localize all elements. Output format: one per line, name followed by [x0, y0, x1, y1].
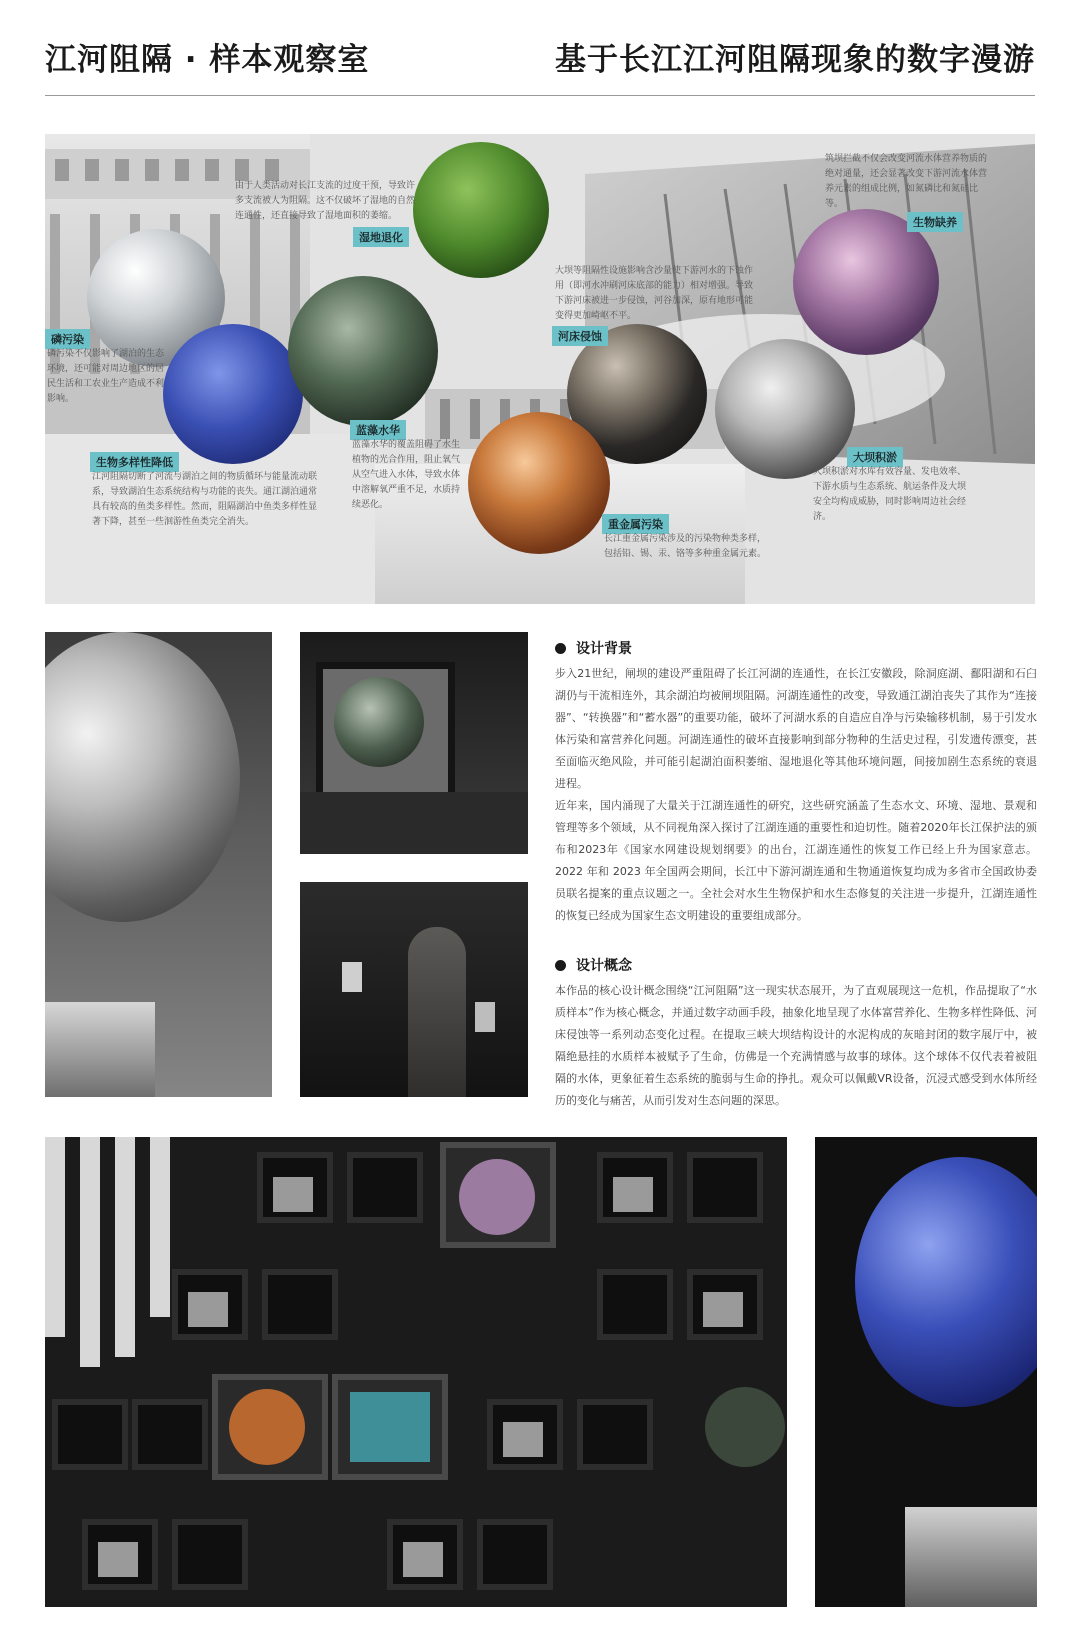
lit-window [342, 962, 362, 992]
lattice-sphere-closeup [45, 632, 240, 922]
wetland-moss-sphere [413, 142, 549, 278]
heavy-metal-sphere [468, 412, 610, 554]
concrete-blocks [300, 792, 528, 854]
page-title: 江河阻隔 · 样本观察室 [45, 42, 370, 78]
header-divider [45, 95, 1035, 96]
page-subtitle: 基于长江江河阻隔现象的数字漫游 [555, 42, 1035, 78]
algae-sphere-in-frame [334, 677, 424, 767]
concept-heading [555, 955, 632, 975]
algae-description: 蓝藻水华的覆盖阻碍了水生植物的光合作用，阻止氧气从空气进入水体，导致水体中溶解氧严重不足，水质持续恶化。 [352, 440, 461, 510]
algae-bloom-sphere [288, 276, 438, 426]
background-heading [555, 638, 632, 658]
label-algae: 蓝藻水华 [350, 420, 406, 440]
label-nutrient-scarcity: 生物缺养 [907, 212, 963, 232]
background-paragraph-1: 步入21世纪，闸坝的建设严重阻碍了长江河湖的连通性，在长江安徽段，除洞庭湖、鄱阳湖和石臼湖仍与干流相连外，其余湖泊均被闸坝阻隔。河湖连通性的改变，导致通江湖泊丧失了其作为“连接器”、“转换器”和“蓄水器”的重要功能，破坏了河湖水系的自造应自净与污染输移机制，易于引发水体污染和富营养化问题。河湖连通性的破坏直接影响到部分物种的生活史过程，引发遗传漂变，甚至面临灭绝风险，并可能引起湖泊面积萎缩、湿地退化等其他环境问题，间接加剧生态系统的衰退进程。 [555, 667, 1037, 790]
dam-model-block [45, 1002, 155, 1097]
dam-model-block [905, 1507, 1037, 1607]
visitor-figure [408, 927, 466, 1097]
heavy-metal-description: 长江重金属污染涉及的污染物种类多样，包括铅、锡、汞、铬等多种重金属元素。 [604, 534, 767, 559]
bullet-dot [555, 960, 566, 971]
label-heavy-metal: 重金属污染 [602, 514, 669, 534]
riverbed-description: 大坝等阻隔性设施影响含沙量使下游河水的下蚀作用（即河水冲刷河床底部的能力）相对增强。导致下游河床被进一步侵蚀，河谷加深，原有地形可能变得更加崎岖不平。 [555, 266, 754, 321]
biodiversity-description: 江河阻隔切断了河流与湖泊之间的物质循环与能量流动联系，导致湖泊生态系统结构与功能的丧失。通江湖泊通常具有较高的鱼类多样性。然而，阻隔湖泊中鱼类多样性显著下降，甚至一些洄游性鱼类完全消失。 [92, 472, 318, 527]
wetland-description: 由于人类活动对长江支流的过度干预，导致许多支流被人为阻隔。这不仅破坏了湿地的自然连通性，还直接导致了湿地面积的萎缩。 [235, 181, 416, 221]
siltation-lattice-sphere [715, 339, 855, 479]
exhibition-wall-illustration [45, 1137, 787, 1607]
lit-window [475, 1002, 495, 1032]
scarcity-description: 筑坝拦截不仅会改变河流水体营养物质的绝对通量，还会显著改变下游河流水体营养元素的组成比例，如氮磷比和氮硅比等。 [825, 154, 988, 209]
background-paragraph-2: 近年来，国内涌现了大量关于江湖连通性的研究，这些研究涵盖了生态水文、环境、湿地、景观和管理等多个领域，从不同视角深入探讨了江湖连通的重要性和迫切性。随着2020年长江保护法的颁布和2023年《国家水网建设规划纲要》的出台，江湖连通性的恢复工作已经上升为国家意志。2022 年和 2023 年全国两会期间，长江中下游河湖连通和生物通道恢复均成为多省市全国政协委员联名提案的重点议题之一。全社会对水生生物保护和水生态修复的关注进一步提升，江湖连通性的恢复已经成为国家生态文明建设的重要组成部分。 [555, 799, 1037, 922]
bullet-dot [555, 643, 566, 654]
concept-paragraph: 本作品的核心设计概念围绕“江河阻隔”这一现实状态展开，为了直观展现这一危机，作品提取了“水质样本”作为核心概念，并通过数字动画手段，抽象化地呈现了水体富营养化、生物多样性降低、河床侵蚀等一系列动态变化过程。在提取三峡大坝结构设计的水泥构成的灰暗封闭的数字展厅中，被隔绝悬挂的水质样本被赋予了生命，仿佛是一个充满情感与故事的球体。这个球体不仅代表着被阻隔的水体，更象征着生态系统的脆弱与生命的挣扎。观众可以佩戴VR设备，沉浸式感受到水体所经历的变化与痛苦，从而引发对生态问题的深思。 [555, 984, 1037, 1107]
render-blue-sphere-dam [815, 1137, 1037, 1607]
label-riverbed: 河床侵蚀 [552, 326, 608, 346]
render-exhibition-wall [45, 1137, 787, 1607]
biodiversity-blue-sphere [163, 324, 303, 464]
siltation-description: 大坝积淤对水库有效容量、发电效率、下游水质与生态系统、航运条件及大坝安全均构成威胁，同时影响周边社会经济。 [813, 467, 967, 522]
label-biodiversity: 生物多样性降低 [90, 452, 179, 472]
label-phosphorus: 磷污染 [45, 329, 90, 349]
blue-sphere-closeup [855, 1157, 1037, 1407]
render-framed-algae-sphere [300, 632, 528, 854]
render-visitor-in-hall [300, 882, 528, 1097]
label-wetland: 湿地退化 [353, 227, 409, 247]
phosphorus-description: 磷污染不仅影响了湖泊的生态环境，还可能对周边地区的居民生活和工农业生产造成不利影响。 [47, 349, 165, 404]
background-heading-text: 设计背景 [576, 641, 632, 657]
specimen-collage [45, 134, 1035, 604]
label-siltation: 大坝积淤 [847, 447, 903, 467]
concept-heading-text: 设计概念 [576, 958, 632, 974]
render-lattice-sphere [45, 632, 272, 1097]
